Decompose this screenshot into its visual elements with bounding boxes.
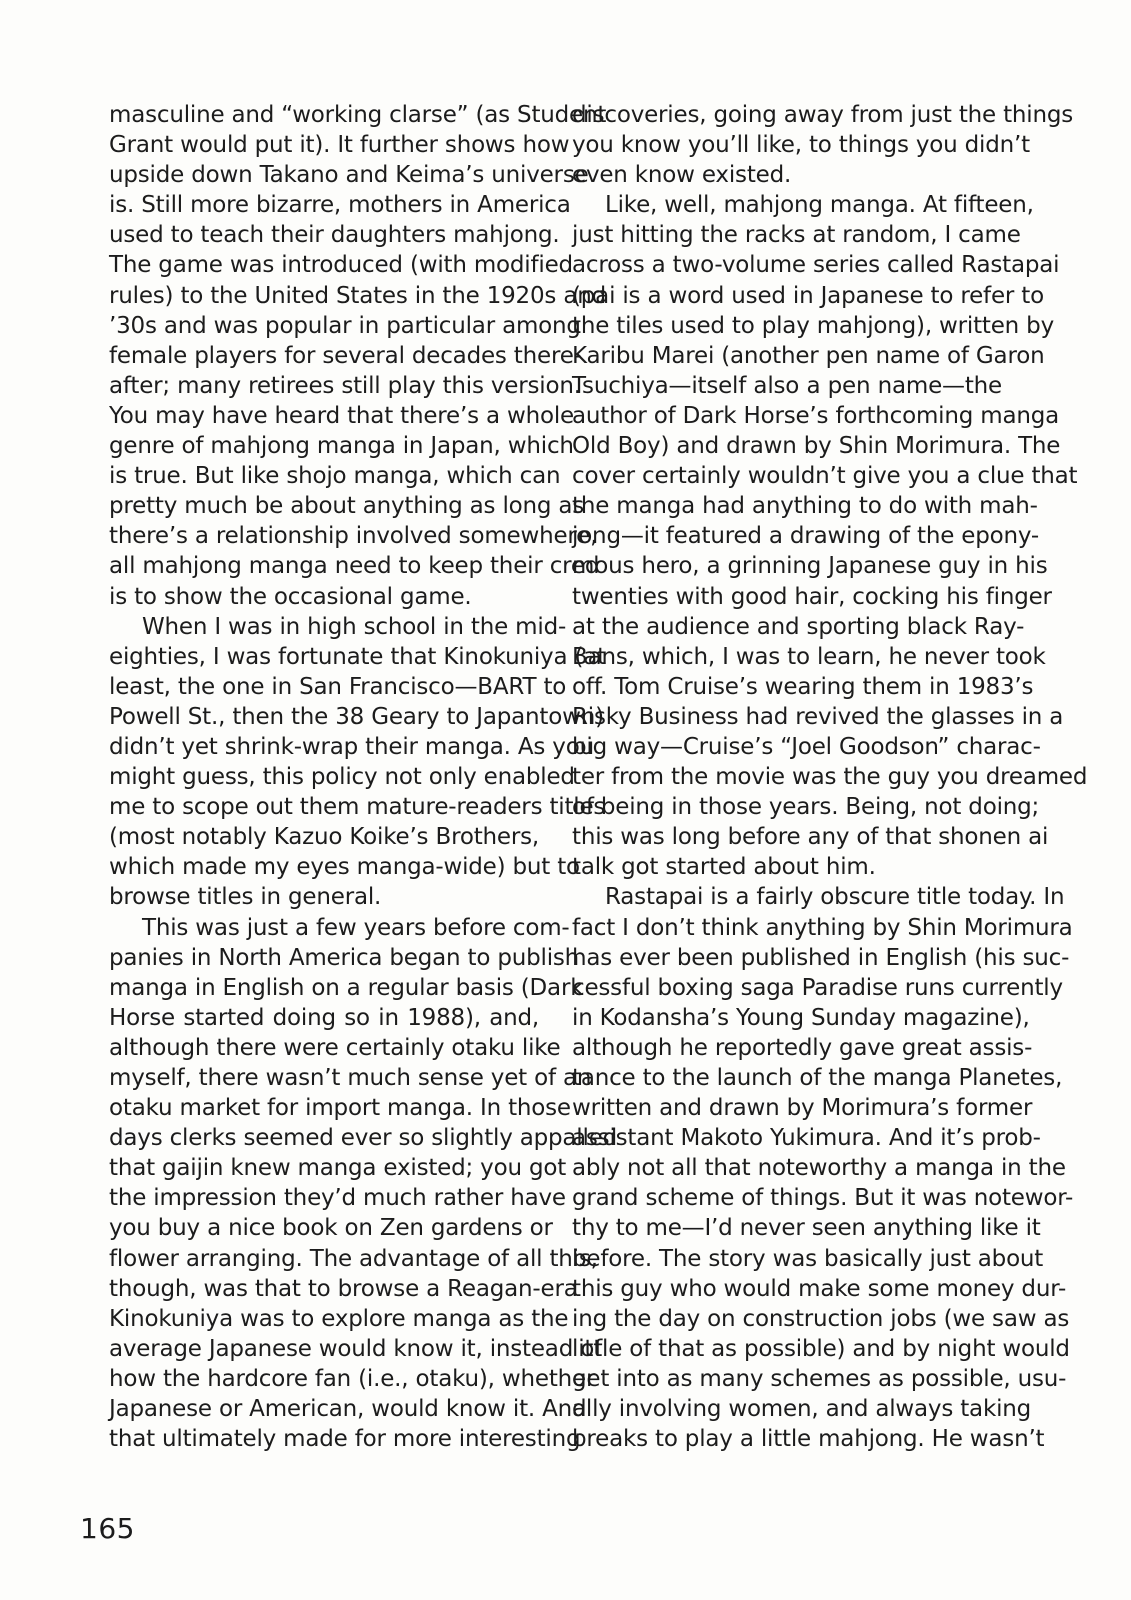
text-line: written and drawn by Morimura’s former <box>572 1095 1033 1122</box>
text-line: jong—it featured a drawing of the epony- <box>572 523 1039 550</box>
text-line: female players for several decades there- <box>109 342 582 369</box>
text-line: mous hero, a grinning Japanese guy in his <box>572 553 1048 580</box>
text-line: otaku market for import manga. In those <box>109 1095 571 1122</box>
text-line: days clerks seemed ever so slightly appalled <box>109 1125 618 1152</box>
text-line: across a two-volume series called Rastapai <box>572 252 1060 279</box>
text-line: before. The story was basically just about <box>572 1245 1044 1272</box>
text-line: you know you’ll like, to things you didn’t <box>572 132 1030 159</box>
text-line: fact I don’t think anything by Shin Morimura <box>572 914 1073 941</box>
text-line: myself, there wasn’t much sense yet of an <box>109 1065 592 1091</box>
text-line: Old Boy) and drawn by Shin Morimura. The <box>572 433 1061 460</box>
text-line: ’30s and was popular in particular among <box>109 312 581 339</box>
text-line: there’s a relationship involved somewhere, <box>109 523 598 550</box>
text-line: get into as many schemes as possible, usu- <box>572 1365 1067 1392</box>
text-line: might guess, this policy not only enabled <box>109 764 575 791</box>
text-line: although he reportedly gave great assis- <box>572 1034 1033 1061</box>
text-line: You may have heard that there’s a whole <box>109 402 574 429</box>
text-line: masculine and “working clarse” (as Student <box>109 102 607 128</box>
text-line: all mahjong manga need to keep their cred <box>109 553 600 580</box>
text-line: panies in North America began to publish <box>109 944 580 971</box>
text-line: Bans, which, I was to learn, he never took <box>572 643 1046 670</box>
text-line: Horse started doing so in 1988), and, <box>109 1004 539 1031</box>
text-line: browse titles in general. <box>109 884 382 911</box>
text-line: discoveries, going away from just the things <box>572 102 1074 128</box>
text-line: thy to me—I’d never seen anything like it <box>572 1215 1041 1242</box>
text-line: the impression they’d much rather have <box>109 1185 566 1212</box>
text-line: this was long before any of that shonen ai <box>572 824 1049 851</box>
text-line: the tiles used to play mahjong), written by <box>572 312 1054 339</box>
text-line: eighties, I was fortunate that Kinokuniya (at <box>109 643 606 670</box>
left-column <box>109 100 618 1454</box>
text-line: twenties with good hair, cocking his finger <box>572 583 1052 610</box>
text-line: how the hardcore fan (i.e., otaku), whether <box>109 1365 596 1392</box>
text-line: the manga had anything to do with mah- <box>572 493 1038 520</box>
text-line: This was just a few years before com- <box>142 914 570 941</box>
text-line: Japanese or American, would know it. And <box>109 1396 587 1423</box>
text-line: even know existed. <box>572 162 792 189</box>
text-line: has ever been published in English (his suc- <box>572 944 1070 971</box>
text-line: When I was in high school in the mid- <box>142 613 567 640</box>
text-line: Karibu Marei (another pen name of Garon <box>572 342 1045 369</box>
text-line: of being in those years. Being, not doing; <box>572 794 1040 821</box>
text-line: average Japanese would know it, instead of <box>109 1335 602 1362</box>
text-line: in Kodansha’s Young Sunday magazine), <box>572 1004 1030 1031</box>
text-line: ing the day on construction jobs (we saw as <box>572 1305 1070 1332</box>
text-line: this guy who would make some money dur- <box>572 1275 1067 1302</box>
text-line: just hitting the racks at random, I came <box>572 222 1021 249</box>
text-line: big way—Cruise’s “Joel Goodson” charac- <box>572 733 1041 760</box>
text-line: is true. But like shojo manga, which can <box>109 463 561 490</box>
text-line: (pai is a word used in Japanese to refer to <box>572 282 1044 309</box>
text-line: cessful boxing saga Paradise runs currently <box>572 974 1063 1001</box>
text-line: ter from the movie was the guy you dreamed <box>572 764 1088 791</box>
text-line: after; many retirees still play this version. <box>109 372 581 399</box>
text-line: author of Dark Horse’s forthcoming manga <box>572 402 1060 429</box>
text-line: talk got started about him. <box>572 854 876 881</box>
text-line: Kinokuniya was to explore manga as the <box>109 1305 569 1332</box>
text-line: least, the one in San Francisco—BART to <box>109 673 567 700</box>
text-line: pretty much be about anything as long as <box>109 493 585 520</box>
text-line: Rastapai is a fairly obscure title today. In <box>605 884 1065 911</box>
text-line: rules) to the United States in the 1920s and <box>109 282 606 309</box>
text-line: is to show the occasional game. <box>109 583 472 610</box>
text-line: that ultimately made for more interesting <box>109 1426 581 1453</box>
text-line: didn’t yet shrink-wrap their manga. As you <box>109 733 594 760</box>
text-line: that gaijin knew manga existed; you got <box>109 1155 567 1182</box>
text-line: you buy a nice book on Zen gardens or <box>109 1215 553 1242</box>
text-line: ally involving women, and always taking <box>572 1396 1032 1423</box>
text-line: used to teach their daughters mahjong. <box>109 222 560 249</box>
text-line: off. Tom Cruise’s wearing them in 1983’s <box>572 673 1034 700</box>
text-line: tance to the launch of the manga Planetes, <box>572 1065 1063 1091</box>
text-line: little of that as possible) and by night would <box>572 1335 1070 1362</box>
text-line: me to scope out them mature-readers titles <box>109 794 606 821</box>
text-line: Like, well, mahjong manga. At fifteen, <box>605 192 1034 219</box>
text-line: Grant would put it). It further shows how <box>109 132 570 159</box>
text-line: ably not all that noteworthy a manga in the <box>572 1155 1066 1182</box>
text-line: Tsuchiya—itself also a pen name—the <box>572 372 1002 399</box>
text-line: assistant Makoto Yukimura. And it’s prob- <box>572 1125 1041 1152</box>
page-number: 165 <box>80 1512 135 1545</box>
text-line: Risky Business had revived the glasses in a <box>572 703 1064 730</box>
text-line: manga in English on a regular basis (Dark <box>109 974 584 1001</box>
text-line: grand scheme of things. But it was notewor- <box>572 1185 1074 1212</box>
text-line: although there were certainly otaku like <box>109 1034 561 1061</box>
text-line: genre of mahjong manga in Japan, which <box>109 433 574 460</box>
text-line: (most notably Kazuo Koike’s Brothers, <box>109 824 539 851</box>
text-line: breaks to play a little mahjong. He wasn’t <box>572 1426 1045 1453</box>
text-line: which made my eyes manga-wide) but to <box>109 854 580 881</box>
right-column <box>572 100 1088 1454</box>
text-line: Powell St., then the 38 Geary to Japantown) <box>109 703 604 730</box>
text-line: flower arranging. The advantage of all this, <box>109 1245 598 1272</box>
text-line: is. Still more bizarre, mothers in America <box>109 192 571 219</box>
text-line: at the audience and sporting black Ray- <box>572 613 1025 640</box>
text-line: The game was introduced (with modified <box>109 252 573 279</box>
text-line: though, was that to browse a Reagan-era <box>109 1275 578 1302</box>
text-line: cover certainly wouldn’t give you a clue that <box>572 463 1078 490</box>
text-line: upside down Takano and Keima’s universe <box>109 162 589 189</box>
